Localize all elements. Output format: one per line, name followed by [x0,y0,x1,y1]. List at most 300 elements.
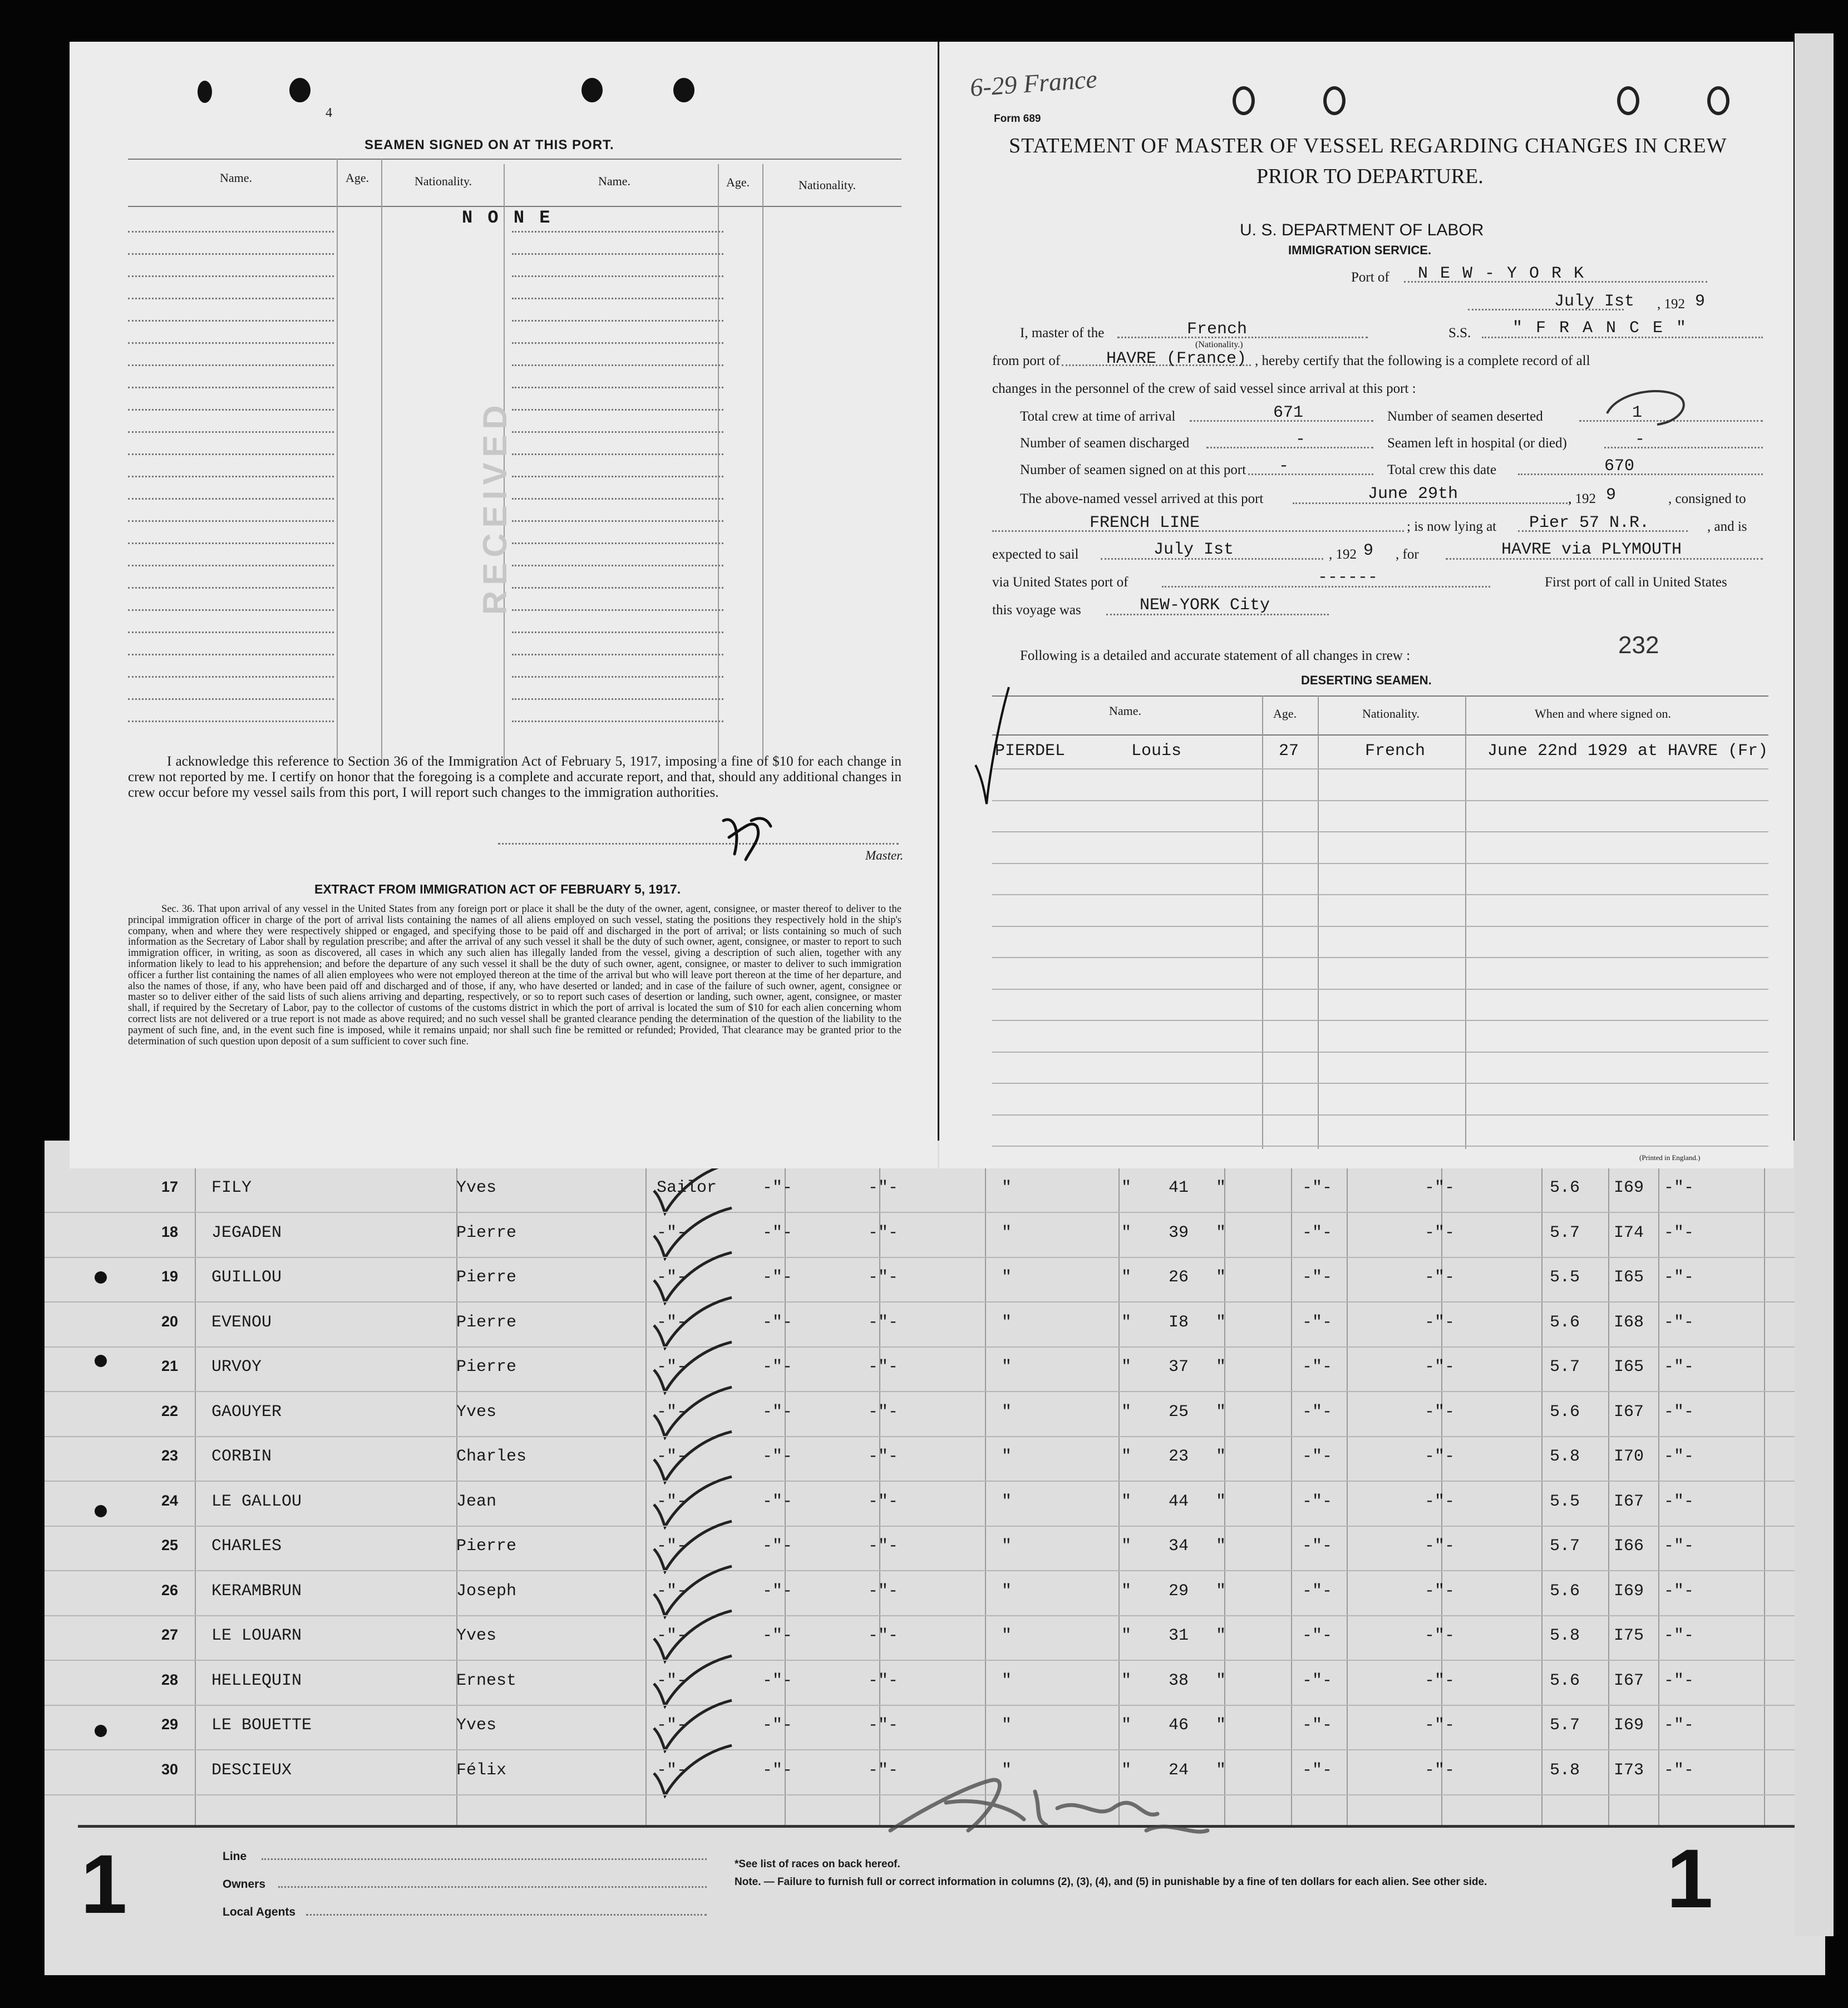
deserted-label: Number of seamen deserted [1387,409,1543,424]
date-year-prefix: , 192 [1657,297,1685,312]
empty-row-line [512,520,723,522]
manifest-cell-c7: -"- [1425,1358,1455,1377]
manifest-cell-c2: -"- [868,1760,899,1780]
manifest-cell-age: 25 [1169,1402,1189,1422]
manifest-cell-age: 26 [1169,1268,1189,1287]
manifest-row [45,1616,1825,1661]
manifest-cell-weight: I69 [1614,1178,1644,1197]
manifest-cell-height: 5.6 [1550,1402,1580,1422]
manifest-cell-c8: -"- [1664,1581,1694,1601]
manifest-cell-surname: HELLEQUIN [211,1671,302,1690]
manifest-row [45,1706,1825,1750]
manifest-cell-c6: -"- [1302,1760,1333,1780]
col-header-name-2: Name. [598,174,631,188]
manifest-cell-age: 29 [1169,1581,1189,1601]
manifest-cell-height: 5.6 [1550,1581,1580,1601]
footer-owners-label: Owners [223,1878,266,1891]
deserting-title: DESERTING SEAMEN. [1301,673,1432,687]
empty-row-line [128,565,334,566]
manifest-cell-c8: -"- [1664,1313,1694,1332]
manifest-cell-c5: " [1216,1581,1226,1601]
manifest-cell-c2: -"- [868,1447,899,1466]
manifest-cell-c2: -"- [868,1268,899,1287]
deserting-row [992,863,1768,895]
manifest-cell-weight: I66 [1614,1537,1644,1556]
manifest-cell-weight: I65 [1614,1268,1644,1287]
manifest-row [45,1572,1825,1616]
form-number: Form 689 [994,113,1041,125]
manifest-cell-age: 41 [1169,1178,1189,1197]
for-label: , for [1396,547,1419,562]
manifest-table [45,1168,1825,1819]
manifest-cell-surname: CORBIN [211,1447,272,1466]
empty-row-line [128,387,334,388]
empty-row-line [512,609,723,611]
empty-row-line [128,587,334,589]
deserting-table [992,737,1768,1149]
empty-row-line [128,654,334,655]
manifest-cell-c7: -"- [1425,1268,1455,1287]
expected-value: July Ist [1154,540,1234,559]
manifest-cell-height: 5.5 [1550,1268,1580,1287]
manifest-cell-capacity: -"- [657,1492,687,1511]
from-port-value: HAVRE (France) [1106,349,1247,368]
empty-row-line [128,298,334,299]
manifest-cell-c6: -"- [1302,1671,1333,1690]
empty-row-line [512,231,723,233]
manifest-cell-c4: " [1121,1537,1132,1556]
lying-value: Pier 57 N.R. [1529,514,1650,532]
manifest-cell-c8: -"- [1664,1716,1694,1735]
manifest-cell-c2: -"- [868,1716,899,1735]
deserting-row [992,800,1768,832]
expected-year-prefix: , 192 [1329,547,1357,562]
manifest-cell-no: 26 [161,1581,179,1598]
from-port-label: from port of [992,353,1061,368]
col-header-age-1: Age. [346,171,369,185]
manifest-cell-c7: -"- [1425,1671,1455,1690]
manifest-cell-c3: " [1002,1760,1012,1780]
manifest-cell-c8: -"- [1664,1358,1694,1377]
empty-row-line [128,542,334,544]
empty-row-line [128,698,334,700]
deserting-cell-signed: June 22nd 1929 at HAVRE (Fr) [1487,742,1768,761]
empty-row-line [128,342,334,344]
manifest-cell-c5: " [1216,1626,1226,1645]
manifest-cell-c1: -"- [762,1716,793,1735]
manifest-cell-c1: -"- [762,1447,793,1466]
manifest-cell-c6: -"- [1302,1447,1333,1466]
manifest-cell-no: 29 [161,1716,179,1733]
manifest-cell-c2: -"- [868,1223,899,1242]
manifest-cell-given: Pierre [456,1358,517,1377]
manifest-cell-c3: " [1002,1716,1012,1735]
deserting-row [992,895,1768,927]
manifest-cell-c4: " [1121,1402,1132,1422]
manifest-cell-c3: " [1002,1492,1012,1511]
manifest-cell-capacity: -"- [657,1402,687,1422]
manifest-cell-height: 5.8 [1550,1760,1580,1780]
manifest-cell-capacity: Sailor [657,1178,717,1197]
voyage-value: NEW-YORK City [1140,596,1270,615]
check-mark-stroke [648,1743,737,1798]
empty-row-line [128,453,334,455]
empty-row-line [128,609,334,611]
manifest-cell-c5: " [1216,1358,1226,1377]
hospital-value: - [1635,430,1645,449]
empty-row-line [128,320,334,322]
master-label: Master. [865,848,904,862]
total-crew-arrival-label: Total crew at time of arrival [1020,409,1176,424]
manifest-cell-height: 5.8 [1550,1447,1580,1466]
manifest-cell-c5: " [1216,1178,1226,1197]
manifest-row [45,1527,1825,1571]
empty-row-line [128,631,334,633]
manifest-cell-c8: -"- [1664,1223,1694,1242]
manifest-cell-age: 38 [1169,1671,1189,1690]
manifest-cell-weight: I68 [1614,1313,1644,1332]
footer-agents-label: Local Agents [223,1906,296,1918]
manifest-cell-surname: FILY [211,1178,252,1197]
manifest-cell-c4: " [1121,1178,1132,1197]
deserting-cell-given: Louis [1131,742,1182,761]
manifest-cell-weight: I65 [1614,1358,1644,1377]
ship-value: " F R A N C E " [1512,319,1688,338]
manifest-cell-c4: " [1121,1447,1132,1466]
empty-row-line [128,431,334,433]
manifest-cell-c3: " [1002,1268,1012,1287]
hospital-label: Seamen left in hospital (or died) [1387,436,1567,451]
manifest-cell-c8: -"- [1664,1492,1694,1511]
manifest-cell-c3: " [1002,1581,1012,1601]
manifest-cell-given: Pierre [456,1268,517,1287]
manifest-cell-capacity: -"- [657,1716,687,1735]
manifest-cell-c1: -"- [762,1223,793,1242]
manifest-cell-weight: I69 [1614,1581,1644,1601]
empty-row-line [128,409,334,411]
manifest-row [45,1168,1825,1213]
manifest-cell-surname: GUILLOU [211,1268,282,1287]
manifest-cell-surname: CHARLES [211,1537,282,1556]
manifest-cell-c8: -"- [1664,1537,1694,1556]
manifest-row [45,1393,1825,1437]
manifest-cell-no: 22 [161,1402,179,1419]
footer-note-penalty: Note. — Failure to furnish full or correct information in columns (2), (3), (4), and (5) in punishable by a fine of ten dollars for each alien. See other side. [735,1876,1487,1888]
manifest-cell-c1: -"- [762,1178,793,1197]
deserting-row [992,1020,1768,1053]
empty-row-line [512,587,723,589]
empty-row-line [512,654,723,655]
manifest-cell-weight: I69 [1614,1716,1644,1735]
manifest-cell-surname: DESCIEUX [211,1760,292,1780]
manifest-cell-c1: -"- [762,1626,793,1645]
and-is-label: , and is [1707,519,1747,534]
manifest-cell-given: Yves [456,1626,497,1645]
manifest-cell-age: 39 [1169,1223,1189,1242]
page-marker-left: 1 [81,1837,127,1931]
deserting-row [992,737,1768,769]
manifest-cell-weight: I74 [1614,1223,1644,1242]
deserting-row [992,832,1768,864]
deserting-col-signed: When and where signed on. [1535,707,1671,721]
manifest-cell-no: 21 [161,1358,179,1374]
manifest-cell-c2: -"- [868,1178,899,1197]
empty-row-line [512,253,723,255]
col-header-nationality-1: Nationality. [415,174,472,188]
col-header-name-1: Name. [220,171,253,185]
certify-text: , hereby certify that the following is a complete record of all [1255,353,1590,368]
deserting-col-nationality: Nationality. [1362,707,1420,721]
manifest-cell-c8: -"- [1664,1268,1694,1287]
master-signature [712,804,779,865]
manifest-cell-capacity: -"- [657,1671,687,1690]
manifest-cell-capacity: -"- [657,1223,687,1242]
extract-text: Sec. 36. That upon arrival of any vessel in the United States from any foreign port or place it shall be the duty of the owner, agent, consignee, or master thereof to deliver to the principal immigration officer in charge of the port of arrival lists containing the names of all aliens employed on such vessel, stating the positions they respectively hold in the ship's company, when and where they were respectively shipped or engaged, and specifying those to be paid off and discharged in the port of arrival; or lists containing so much of such information as the Secretary of Labor shall by regulation prescribe; and after the arrival of any such vessel it shall be the duty of such owner, agent, consignee, or master to report to such immigration officer, in writing, as soon as discovered, all cases in which any such alien has illegally landed from the vessel, giving a description of such alien, together with any information likely to lead to his apprehension; and before the departure of any such vessel it shall be the duty of such owner, agent, consignee, or master to deliver to such immigration officer a further list containing the names of all alien employees who were not employed thereon at the time of the arrival but who will leave port thereon at the time of her departure, and also the names of those, if any, who have been paid off and discharged and of those, if any, who have deserted or landed; and in case of the failure of such owner, agent, consignee or master so to deliver either of the said lists of such aliens arriving and departing, respectively, or so to report such cases of desertion or landing, such owner, agent, consignee, or master shall, if required by the Secretary of Labor, pay to the collector of customs of the customs district in which the port of arrival is located the sum of $10 for each alien concerning whom correct lists are not delivered or a true report is not made as above required; and no such vessel shall be granted clearance pending the determination of the question of the liability to the payment of such fine, and, in the event such fine is imposed, while it remains unpaid; nor shall such fine be remitted or refunded; Provided, That clearance may be granted prior to the determination of such question upon deposit of a sum sufficient to cover such fine. [128,904,901,1047]
manifest-cell-c2: -"- [868,1492,899,1511]
manifest-cell-given: Pierre [456,1223,517,1242]
col-header-age-2: Age. [726,175,750,189]
manifest-cell-surname: URVOY [211,1358,262,1377]
form-title-line1: STATEMENT OF MASTER OF VESSEL REGARDING CHANGES IN CREW [1009,134,1727,157]
manifest-cell-c7: -"- [1425,1492,1455,1511]
manifest-cell-c5: " [1216,1760,1226,1780]
page-number: 4 [326,106,332,120]
empty-row-line [128,476,334,477]
left-table-rows [128,231,901,759]
empty-row-line [128,721,334,722]
manifest-cell-weight: I67 [1614,1671,1644,1690]
manifest-cell-c3: " [1002,1447,1012,1466]
manifest-cell-weight: I70 [1614,1447,1644,1466]
empty-row-line [512,453,723,455]
discharged-label: Number of seamen discharged [1020,436,1190,451]
deserting-cell-surname: PIERDEL [995,742,1066,761]
manifest-cell-surname: LE LOUARN [211,1626,302,1645]
manifest-cell-no: 27 [161,1626,179,1643]
manifest-cell-c2: -"- [868,1671,899,1690]
page-marker-right: 1 [1667,1832,1713,1925]
discharged-value: - [1295,430,1306,449]
manifest-cell-c3: " [1002,1313,1012,1332]
following-text: Following is a detailed and accurate statement of all changes in crew : [1020,648,1411,663]
manifest-cell-height: 5.6 [1550,1178,1580,1197]
manifest-cell-c1: -"- [762,1402,793,1422]
manifest-cell-c5: " [1216,1537,1226,1556]
manifest-cell-c6: -"- [1302,1492,1333,1511]
manifest-cell-surname: GAOUYER [211,1402,282,1422]
manifest-cell-c2: -"- [868,1313,899,1332]
deserting-row [992,1114,1768,1147]
for-value: HAVRE via PLYMOUTH [1501,540,1682,559]
manifest-cell-c6: -"- [1302,1626,1333,1645]
manifest-cell-no: 20 [161,1313,179,1330]
consignee-value: FRENCH LINE [1090,514,1200,532]
deserting-row [992,769,1768,801]
form-title-line2: PRIOR TO DEPARTURE. [1256,165,1484,188]
manifest-row [45,1258,1825,1303]
manifest-cell-given: Félix [456,1760,507,1780]
port-value: N E W - Y O R K [1418,264,1585,283]
manifest-cell-no: 25 [161,1537,179,1553]
manifest-cell-c6: -"- [1302,1268,1333,1287]
manifest-cell-surname: LE BOUETTE [211,1716,312,1735]
manifest-cell-c2: -"- [868,1581,899,1601]
manifest-cell-surname: LE GALLOU [211,1492,302,1511]
ss-label: S.S. [1448,325,1471,341]
manifest-cell-c5: " [1216,1716,1226,1735]
first-port-label: First port of call in United States [1545,575,1727,590]
expected-year-suffix: 9 [1363,541,1374,560]
manifest-cell-given: Yves [456,1716,497,1735]
manifest-cell-c5: " [1216,1671,1226,1690]
manifest-cell-c5: " [1216,1492,1226,1511]
manifest-cell-c1: -"- [762,1671,793,1690]
manifest-cell-age: 37 [1169,1358,1189,1377]
manifest-cell-c7: -"- [1425,1760,1455,1780]
manifest-cell-height: 5.6 [1550,1313,1580,1332]
manifest-cell-c6: -"- [1302,1178,1333,1197]
signed-on-value: - [1279,457,1289,476]
lying-label: ; is now lying at [1407,519,1497,534]
manifest-cell-weight: I67 [1614,1492,1644,1511]
date-value: July Ist [1554,292,1635,311]
manifest-cell-c7: -"- [1425,1626,1455,1645]
consigned-label: , consigned to [1668,491,1746,506]
manifest-cell-age: 31 [1169,1626,1189,1645]
manifest-cell-c6: -"- [1302,1223,1333,1242]
manifest-cell-height: 5.5 [1550,1492,1580,1511]
date-year-suffix: 9 [1695,292,1706,311]
manifest-cell-c3: " [1002,1626,1012,1645]
manifest-cell-height: 5.7 [1550,1716,1580,1735]
manifest-cell-c5: " [1216,1447,1226,1466]
manifest-cell-no: 19 [161,1268,179,1285]
empty-row-line [512,476,723,477]
footer-note-races: *See list of races on back hereof. [735,1858,900,1870]
manifest-cell-c7: -"- [1425,1581,1455,1601]
manifest-cell-c3: " [1002,1178,1012,1197]
manifest-cell-c4: " [1121,1760,1132,1780]
manifest-row [45,1303,1825,1348]
manifest-cell-c1: -"- [762,1492,793,1511]
manifest-cell-no: 17 [161,1178,179,1195]
deserting-col-name: Name. [1109,704,1142,718]
manifest-cell-c8: -"- [1664,1178,1694,1197]
stamp-number: 232 [1618,631,1659,659]
total-crew-date-value: 670 [1604,457,1635,476]
empty-row-line [512,698,723,700]
manifest-cell-c1: -"- [762,1358,793,1377]
deserting-cell-nationality: French [1365,742,1426,761]
deserting-row [992,989,1768,1021]
manifest-cell-capacity: -"- [657,1626,687,1645]
manifest-cell-c2: -"- [868,1626,899,1645]
port-label: Port of [1351,270,1389,285]
manifest-cell-no: 28 [161,1671,179,1688]
manifest-cell-c2: -"- [868,1358,899,1377]
manifest-cell-capacity: -"- [657,1268,687,1287]
empty-row-line [512,387,723,388]
manifest-cell-weight: I75 [1614,1626,1644,1645]
manifest-cell-c4: " [1121,1492,1132,1511]
expected-label: expected to sail [992,547,1079,562]
manifest-cell-c6: -"- [1302,1313,1333,1332]
deserting-row [992,926,1768,958]
manifest-cell-height: 5.7 [1550,1537,1580,1556]
manifest-cell-capacity: -"- [657,1358,687,1377]
manifest-cell-c6: -"- [1302,1537,1333,1556]
manifest-cell-surname: KERAMBRUN [211,1581,302,1601]
manifest-cell-given: Pierre [456,1313,517,1332]
deserting-row [992,1052,1768,1084]
manifest-cell-c5: " [1216,1268,1226,1287]
manifest-cell-c7: -"- [1425,1537,1455,1556]
manifest-cell-c3: " [1002,1358,1012,1377]
arrived-value: June 29th [1368,485,1458,504]
manifest-cell-given: Yves [456,1178,497,1197]
manifest-cell-c5: " [1216,1402,1226,1422]
manifest-cell-c7: -"- [1425,1716,1455,1735]
manifest-cell-given: Charles [456,1447,527,1466]
manifest-cell-c5: " [1216,1313,1226,1332]
manifest-cell-c3: " [1002,1671,1012,1690]
footer-line-label: Line [223,1850,247,1863]
manifest-cell-c8: -"- [1664,1760,1694,1780]
manifest-cell-given: Joseph [456,1581,517,1601]
printed-note: (Printed in England.) [1639,1153,1701,1162]
manifest-cell-c4: " [1121,1626,1132,1645]
empty-row-line [512,364,723,366]
manifest-cell-weight: I67 [1614,1402,1644,1422]
manifest-cell-height: 5.7 [1550,1223,1580,1242]
manifest-cell-c7: -"- [1425,1313,1455,1332]
manifest-cell-weight: I73 [1614,1760,1644,1780]
manifest-cell-age: I8 [1169,1313,1189,1332]
manifest-cell-age: 24 [1169,1760,1189,1780]
manifest-cell-surname: EVENOU [211,1313,272,1332]
seamen-signed-on-title: SEAMEN SIGNED ON AT THIS PORT. [364,137,614,152]
manifest-cell-c1: -"- [762,1760,793,1780]
manifest-cell-c3: " [1002,1402,1012,1422]
empty-row-line [512,320,723,322]
empty-row-line [128,364,334,366]
manifest-cell-c3: " [1002,1223,1012,1242]
extract-title: EXTRACT FROM IMMIGRATION ACT OF FEBRUARY 5, 1917. [314,882,681,896]
deserted-circle [1596,380,1696,430]
deserted-value: 1 [1632,403,1643,422]
manifest-cell-c4: " [1121,1581,1132,1601]
manifest-cell-age: 34 [1169,1537,1189,1556]
arrived-year-suffix: 9 [1606,486,1617,505]
acknowledgement-text: I acknowledge this reference to Section 36 of the Immigration Act of February 5, 1917, imposing a fine of $10 for each change in crew not reported by me. I certify on honor that the foregoing is a complete and accurate report, and that, should any additional changes in crew occur before my vessel sails from this port, I will report such changes to the immigration authorities. [128,754,901,800]
via-label: via United States port of [992,575,1128,590]
manifest-cell-height: 5.6 [1550,1671,1580,1690]
manifest-row [45,1348,1825,1392]
manifest-cell-c6: -"- [1302,1358,1333,1377]
manifest-cell-c6: -"- [1302,1716,1333,1735]
manifest-cell-age: 23 [1169,1447,1189,1466]
manifest-cell-given: Yves [456,1402,497,1422]
manifest-cell-c4: " [1121,1671,1132,1690]
manifest-cell-no: 18 [161,1223,179,1240]
empty-row-line [512,721,723,722]
manifest-cell-capacity: -"- [657,1313,687,1332]
manifest-row [45,1482,1825,1527]
manifest-cell-c3: " [1002,1537,1012,1556]
manifest-cell-c7: -"- [1425,1447,1455,1466]
manifest-cell-given: Ernest [456,1671,517,1690]
manifest-cell-c2: -"- [868,1402,899,1422]
